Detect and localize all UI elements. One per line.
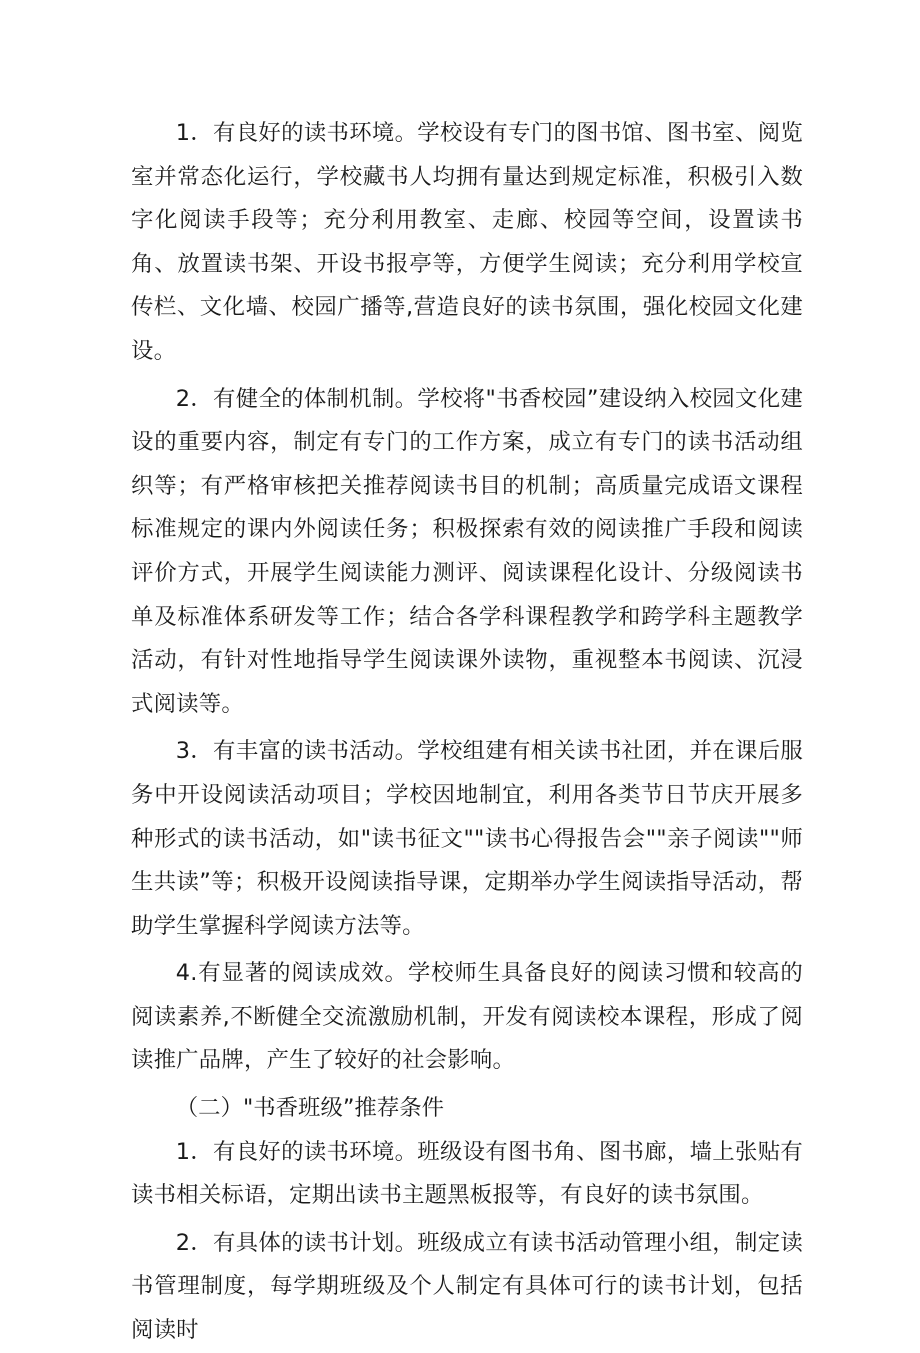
section-heading-class-criteria: （二）"书香班级”推荐条件 — [175, 1095, 444, 1122]
paragraph-reading-environment: 1．有良好的读书环境。学校设有专门的图书馆、图书室、阅览室并常态化运行，学校藏书人均拥有量达到规定标准，积极引入数字化阅读手段等；充分利用教室、走廊、校园等空间，设置读书角、放置读书架、开设书报亭等，方便学生阅读；充分利用学校宣传栏、文化墙、校园广播等,营造良好的读书氛围，强化校园文化建设。 — [131, 120, 803, 364]
paragraph-class-reading-environment: 1．有良好的读书环境。班级设有图书角、图书廊，墙上张贴有读书相关标语，定期出读书主题黑板报等，有良好的读书氛围。 — [131, 1138, 803, 1209]
document-body — [131, 112, 803, 1353]
paragraph-class-reading-plan: 2．有具体的读书计划。班级成立有读书活动管理小组，制定读书管理制度，每学期班级及个人制定有具体可行的读书计划，包括阅读时 — [131, 1229, 803, 1344]
paragraph-reading-outcomes: 4.有显著的阅读成效。学校师生具备良好的阅读习惯和较高的阅读素养,不断健全交流激励机制，开发有阅读校本课程，形成了阅读推广品牌，产生了较好的社会影响。 — [131, 960, 803, 1074]
paragraph-reading-activities: 3．有丰富的读书活动。学校组建有相关读书社团，并在课后服务中开设阅读活动项目；学校因地制宜，利用各类节日节庆开展多种形式的读书活动，如"读书征文""读书心得报告会""亲子阅读""师生共读”等；积极开设阅读指导课，定期举办学生阅读指导活动，帮助学生掌握科学阅读方法等。 — [131, 738, 803, 939]
paragraph-institutional-mechanism: 2．有健全的体制机制。学校将"书香校园”建设纳入校园文化建设的重要内容，制定有专门的工作方案，成立有专门的读书活动组织等；有严格审核把关推荐阅读书目的机制；高质量完成语文课程标准规定的课内外阅读任务；积极探索有效的阅读推广手段和阅读评价方式，开展学生阅读能力测评、阅读课程化设计、分级阅读书单及标准体系研发等工作；结合各学科课程教学和跨学科主题教学活动，有针对性地指导学生阅读课外读物，重视整本书阅读、沉浸式阅读等。 — [131, 385, 803, 717]
